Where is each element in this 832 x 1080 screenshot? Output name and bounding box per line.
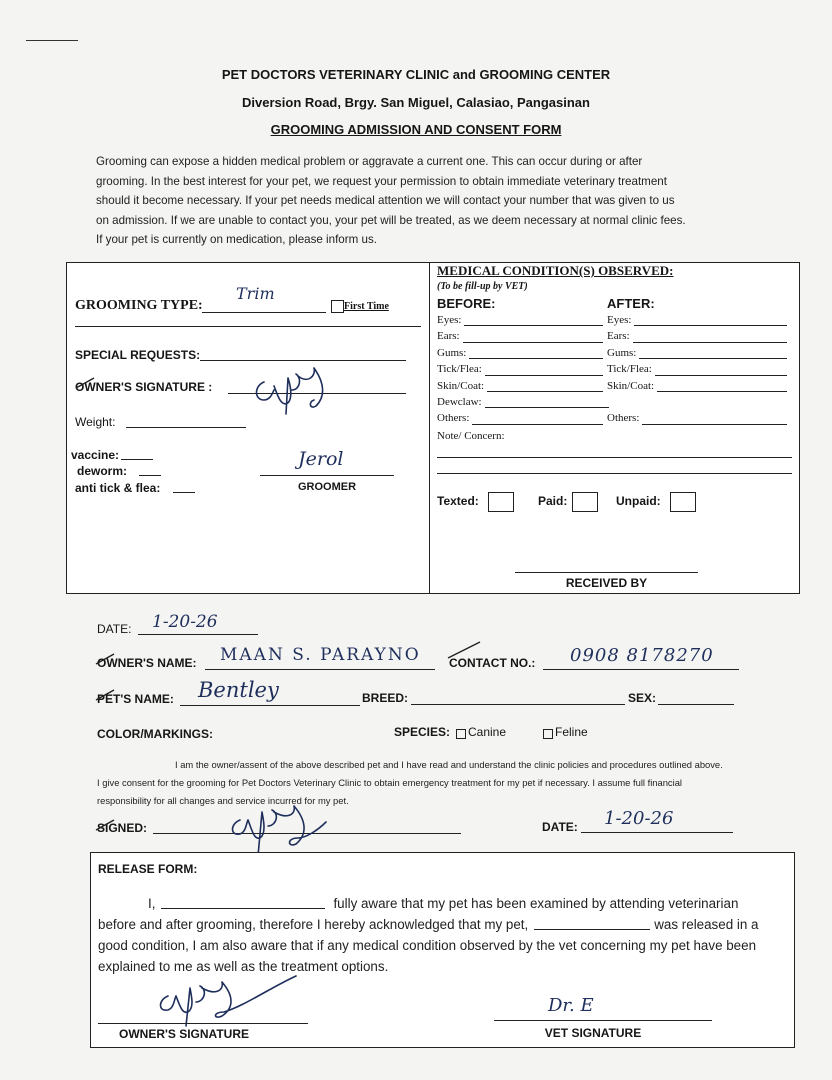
field-row [437, 396, 605, 412]
field-label: Tick/Flea: [437, 363, 482, 376]
owner-name-value: MAAN S. PARAYNO [220, 645, 421, 665]
release-owner-name-field[interactable] [161, 893, 325, 909]
grooming-type-extra-line [75, 326, 421, 327]
groomer-value: Jerol [298, 448, 344, 470]
clinic-name: PET DOCTORS VETERINARY CLINIC and GROOMING CENTER [221, 67, 611, 82]
vet-signature-field[interactable] [494, 1020, 712, 1021]
consent-line: responsibility for all changes and service incurred for my pet. [97, 795, 349, 806]
release-text: good condition, I am also aware that if any medical condition observed by the vet concerning my pet have been [98, 938, 757, 953]
vet-signature-value: Dr. E [548, 995, 594, 1016]
field-row [607, 412, 787, 428]
canine-label: Canine [468, 725, 507, 739]
vet-signature-label: VET SIGNATURE [544, 1026, 642, 1040]
intro-line: If your pet is currently on medication, please inform us. [96, 233, 377, 246]
field-label: Ears: [437, 330, 460, 343]
contact-field[interactable] [543, 669, 739, 670]
after-fields [607, 314, 787, 429]
first-time-label: First Time [344, 301, 389, 312]
consent-signature-icon [222, 800, 332, 860]
deworm-field[interactable] [139, 475, 161, 476]
grooming-type-label: GROOMING TYPE: [75, 298, 203, 313]
field-label: Ears: [607, 330, 630, 343]
anti-tick-field[interactable] [173, 492, 195, 493]
color-label: COLOR/MARKINGS: [97, 727, 213, 741]
field-label: Others: [437, 412, 470, 425]
checkmark-icon [74, 374, 96, 394]
field-row [437, 380, 605, 396]
field-row [437, 412, 605, 428]
field-label: Skin/Coat: [607, 379, 655, 392]
special-requests-label: SPECIAL REQUESTS: [75, 348, 201, 362]
checkmark-icon [94, 816, 116, 834]
date-value: 1-20-26 [152, 612, 218, 632]
unpaid-checkbox[interactable] [670, 492, 696, 512]
consent-paragraph [97, 756, 777, 810]
texted-label: Texted: [437, 494, 479, 508]
field-label: Tick/Flea: [607, 363, 652, 376]
release-text: explained to me as well as the treatment options. [98, 959, 389, 974]
received-by-field[interactable] [515, 572, 698, 573]
before-dewclaw-field[interactable] [485, 396, 609, 408]
field-row [437, 314, 605, 330]
before-tickflea-field[interactable] [485, 363, 603, 375]
paid-label: Paid: [538, 494, 568, 508]
release-line [98, 914, 792, 935]
release-text: I, [148, 896, 156, 911]
after-gums-field[interactable] [639, 347, 787, 359]
box-divider [429, 262, 430, 593]
date-label: DATE: [97, 622, 132, 636]
before-skincoat-field[interactable] [487, 380, 603, 392]
release-text: was released in a [654, 917, 759, 932]
field-label: Dewclaw: [437, 395, 482, 408]
first-time-checkbox[interactable] [331, 300, 344, 313]
field-row [607, 314, 787, 330]
signed-label: SIGNED: [97, 821, 148, 835]
release-line [98, 893, 792, 914]
before-ears-field[interactable] [463, 330, 603, 342]
weight-field[interactable] [126, 427, 246, 428]
medical-title: MEDICAL CONDITION(S) OBSERVED: [437, 263, 674, 278]
breed-field[interactable] [411, 704, 625, 705]
anti-tick-label: anti tick & flea: [75, 481, 161, 495]
received-by-label: RECEIVED BY [565, 576, 648, 590]
after-tickflea-field[interactable] [655, 363, 787, 375]
owner-name-label: OWNER'S NAME: [97, 656, 197, 670]
consent-line: I give consent for the grooming for Pet Doctors Veterinary Clinic to obtain emergency treatment for my pet if necessary. I assume full financial [97, 777, 682, 788]
intro-line: Grooming can expose a hidden medical problem or aggravate a current one. This can occur during or after [96, 155, 643, 168]
grooming-type-field[interactable] [202, 312, 326, 313]
feline-label: Feline [555, 725, 588, 739]
note-line-2[interactable] [437, 473, 792, 474]
field-row [437, 363, 605, 379]
pet-name-label: PET'S NAME: [97, 692, 174, 706]
release-text: before and after grooming, therefore I hereby acknowledged that my pet, [98, 917, 529, 932]
breed-label: BREED: [362, 691, 409, 705]
consent-line: I am the owner/assent of the above described pet and I have read and understand the clinic policies and procedures outlined above. [175, 759, 723, 770]
vaccine-label: vaccine: [71, 448, 120, 462]
owner-name-field[interactable] [205, 669, 435, 670]
field-row [607, 363, 787, 379]
weight-label: Weight: [75, 415, 116, 429]
canine-checkbox[interactable] [456, 729, 466, 739]
field-row [437, 347, 605, 363]
release-title: RELEASE FORM: [98, 862, 198, 876]
grooming-type-value: Trim [236, 284, 275, 303]
pet-name-value: Bentley [198, 678, 279, 702]
checkmark-icon [94, 686, 116, 704]
clinic-address: Diversion Road, Brgy. San Miguel, Calasiao, Pangasinan [242, 95, 590, 110]
release-owner-signature-field[interactable] [98, 1023, 308, 1024]
consent-date-label: DATE: [542, 820, 578, 834]
field-label: Skin/Coat: [437, 379, 485, 392]
before-eyes-field[interactable] [464, 314, 603, 326]
sex-field[interactable] [658, 704, 734, 705]
contact-value: 0908 8178270 [570, 645, 714, 666]
before-label: BEFORE: [437, 296, 496, 311]
note-label: Note/ Concern: [437, 430, 505, 442]
after-ears-field[interactable] [633, 330, 787, 342]
sex-label: SEX: [628, 691, 657, 705]
note-line-1[interactable] [437, 457, 792, 458]
pet-name-field[interactable] [180, 705, 360, 706]
before-others-field[interactable] [472, 412, 603, 424]
margin-mark [26, 40, 78, 41]
owner-signature-icon [246, 356, 336, 420]
consent-date-value: 1-20-26 [604, 808, 674, 829]
groomer-field[interactable] [260, 475, 394, 476]
medical-subtitle: (To be fill-up by VET) [437, 281, 528, 292]
field-row [607, 347, 787, 363]
checkmark-icon [94, 650, 116, 668]
owner-signature-label: OWNER'S SIGNATURE : [75, 380, 213, 394]
unpaid-label: Unpaid: [616, 494, 661, 508]
field-label: Eyes: [437, 314, 462, 326]
after-eyes-field[interactable] [634, 314, 787, 326]
intro-line: grooming. In the best interest for your pet, we request your permission to obtain immediate veterinary treatment [96, 174, 667, 188]
contact-label: CONTACT NO.: [449, 656, 536, 670]
field-row [607, 380, 787, 396]
intro-line: on admission. If we are unable to contact you, your pet will be treated, as we deem necessary at normal clinic fees. [96, 213, 686, 227]
field-row [607, 396, 787, 412]
release-owner-signature-label: OWNER'S SIGNATURE [119, 1027, 249, 1041]
consent-date-field[interactable] [581, 832, 733, 833]
after-others-field[interactable] [642, 412, 787, 424]
vaccine-field[interactable] [121, 459, 153, 460]
field-row [607, 330, 787, 346]
paid-checkbox[interactable] [572, 492, 598, 512]
field-row [437, 330, 605, 346]
field-label: Gums: [607, 346, 637, 359]
field-label: Eyes: [607, 314, 632, 326]
intro-paragraph [96, 152, 756, 250]
texted-checkbox[interactable] [488, 492, 514, 512]
release-text: fully aware that my pet has been examined by attending veterinarian [333, 896, 739, 911]
before-gums-field[interactable] [469, 347, 603, 359]
after-skincoat-field[interactable] [657, 380, 787, 392]
after-label: AFTER: [607, 296, 655, 311]
release-pet-name-field[interactable] [534, 914, 650, 930]
groomer-label: GROOMER [297, 481, 357, 493]
release-paragraph [98, 893, 792, 977]
species-label: SPECIES: [394, 725, 451, 739]
deworm-label: deworm: [77, 464, 128, 478]
release-owner-signature-icon [150, 972, 300, 1028]
field-label: Gums: [437, 346, 467, 359]
intro-line: should it become necessary. If your pet needs medical attention we will contact your number that was given to us [96, 194, 675, 207]
checkmark-icon [446, 640, 482, 662]
date-field[interactable] [138, 634, 258, 635]
field-label: Others: [607, 412, 640, 425]
feline-checkbox[interactable] [543, 729, 553, 739]
form-title: GROOMING ADMISSION AND CONSENT FORM [270, 122, 562, 137]
before-fields [437, 314, 605, 429]
